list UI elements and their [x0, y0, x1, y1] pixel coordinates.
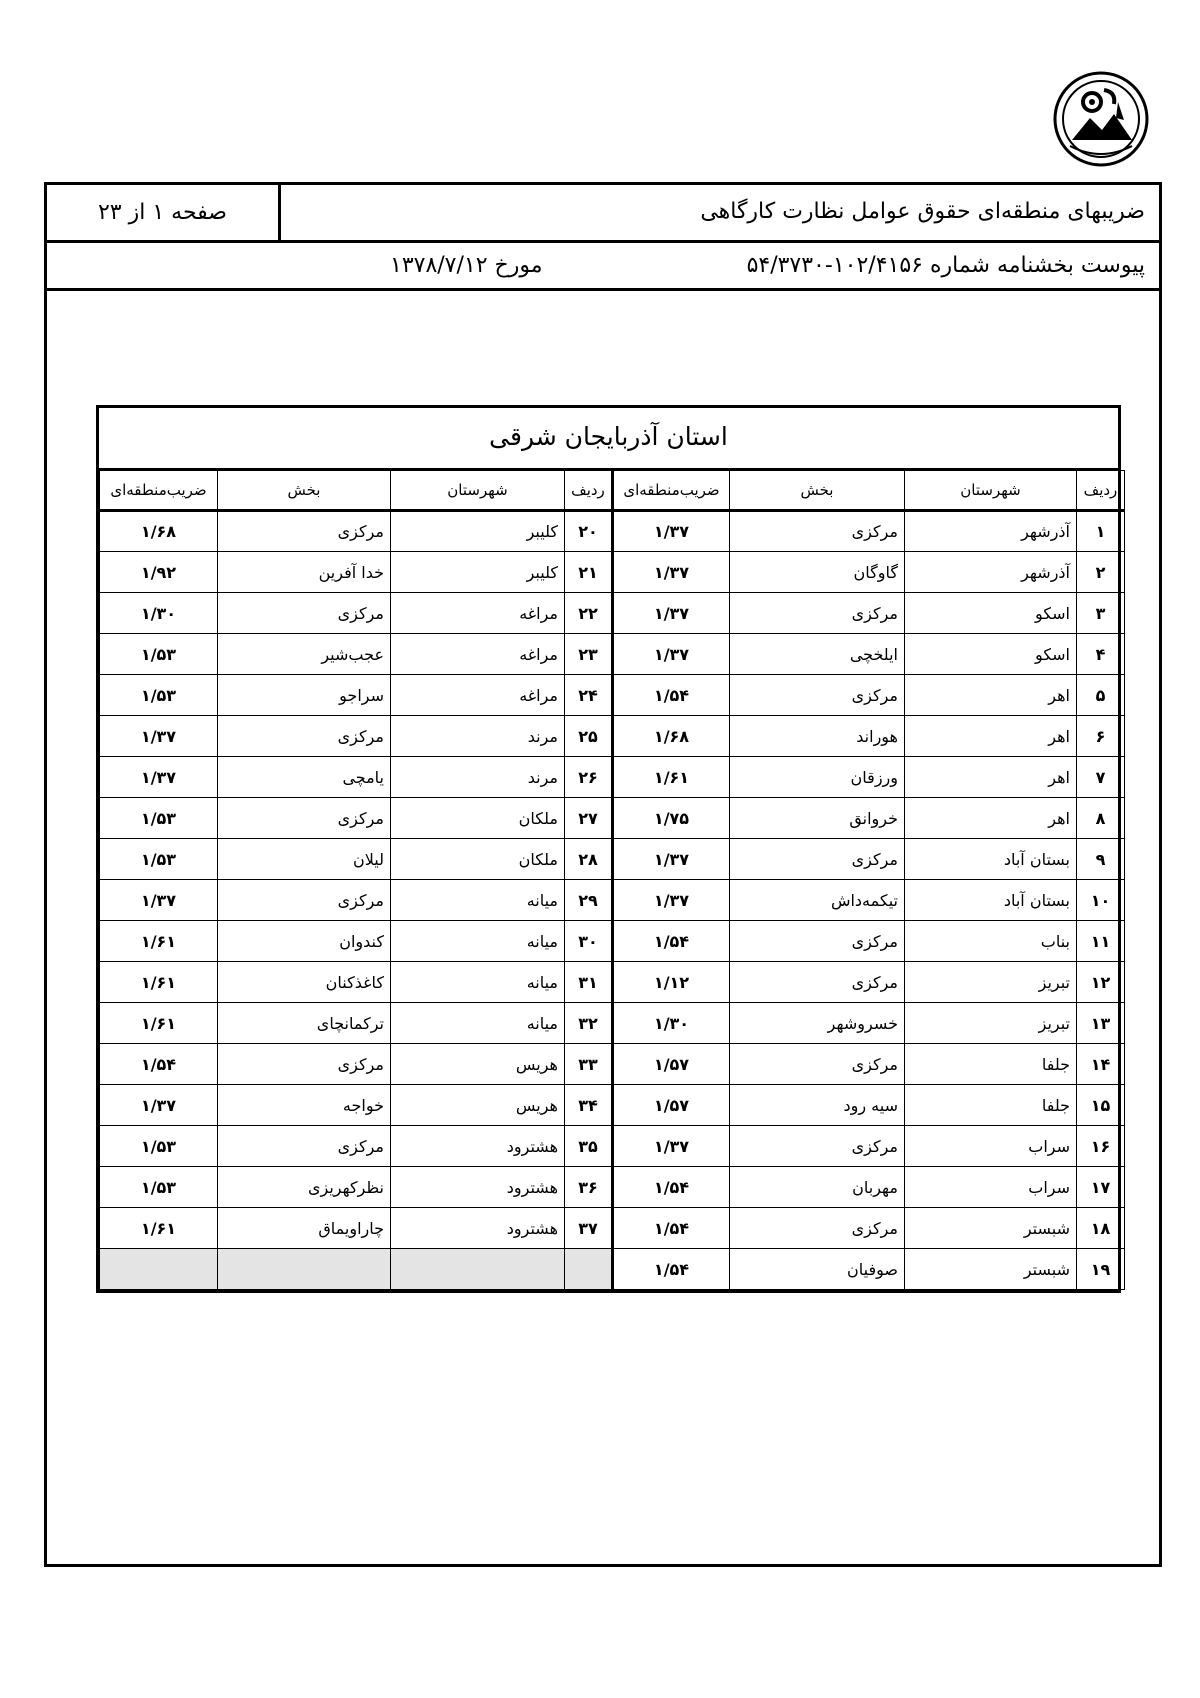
- left-coefficient-cell: ۱/۳۷: [100, 757, 218, 798]
- table-row: [100, 634, 1125, 675]
- left-row-number-cell: ۳۷: [565, 1208, 613, 1249]
- right-district-cell: مرکزی: [730, 1044, 905, 1085]
- left-row-number-cell: ۳۱: [565, 962, 613, 1003]
- left-county-cell: میانه: [391, 1003, 565, 1044]
- right-county-cell: اسکو: [905, 634, 1077, 675]
- right-county-cell: سراب: [905, 1167, 1077, 1208]
- table-row: [100, 1044, 1125, 1085]
- left-coefficient-cell: ۱/۳۷: [100, 1085, 218, 1126]
- circular-reference: پیوست بخشنامه شماره ۱۰۲/۴۱۵۶-۵۴/۳۷۳۰: [746, 253, 1145, 278]
- left-district-cell: خدا آفرین: [218, 552, 391, 593]
- left-row-number-cell: ۳۵: [565, 1126, 613, 1167]
- right-county-cell: اهر: [905, 798, 1077, 839]
- left-coefficient-cell: ۱/۳۷: [100, 716, 218, 757]
- right-county-cell: اهر: [905, 675, 1077, 716]
- left-row-number-cell: ۲۳: [565, 634, 613, 675]
- right-district-cell: مرکزی: [730, 511, 905, 552]
- left-coefficient-cell: ۱/۶۱: [100, 921, 218, 962]
- right-row-number-cell: ۱۹: [1077, 1249, 1125, 1290]
- right-district-cell: خسروشهر: [730, 1003, 905, 1044]
- right-district-cell: صوفیان: [730, 1249, 905, 1290]
- left-district-cell: عجب‌شیر: [218, 634, 391, 675]
- right-coefficient-cell: ۱/۶۱: [613, 757, 730, 798]
- right-district-cell: ورزقان: [730, 757, 905, 798]
- left-coefficient-cell: ۱/۵۳: [100, 798, 218, 839]
- left-county-cell: کلیبر: [391, 511, 565, 552]
- col-header-district: بخش: [730, 471, 905, 511]
- left-district-cell: مرکزی: [218, 1126, 391, 1167]
- document-title: ضریبهای منطقه‌ای حقوق عوامل نظارت کارگاهی: [700, 199, 1145, 224]
- col-header-coefficient: ضریب‌منطقه‌ای: [100, 471, 218, 511]
- right-district-cell: هوراند: [730, 716, 905, 757]
- left-row-number-cell: ۲۸: [565, 839, 613, 880]
- left-row-number-cell: ۳۰: [565, 921, 613, 962]
- table-row: [100, 880, 1125, 921]
- col-header-district: بخش: [218, 471, 391, 511]
- table-row: [100, 1085, 1125, 1126]
- header-row: [47, 185, 1159, 243]
- organization-logo: [1052, 70, 1150, 168]
- right-county-cell: بستان آباد: [905, 880, 1077, 921]
- left-county-cell: هشترود: [391, 1126, 565, 1167]
- left-coefficient-cell: ۱/۵۳: [100, 839, 218, 880]
- right-district-cell: مرکزی: [730, 921, 905, 962]
- left-district-cell: [218, 1249, 391, 1290]
- right-county-cell: آذرشهر: [905, 511, 1077, 552]
- col-header-row-number: ردیف: [565, 471, 613, 511]
- left-row-number-cell: ۲۵: [565, 716, 613, 757]
- left-county-cell: هشترود: [391, 1167, 565, 1208]
- right-coefficient-cell: ۱/۵۴: [613, 1208, 730, 1249]
- left-district-cell: مرکزی: [218, 1044, 391, 1085]
- col-header-county: شهرستان: [905, 471, 1077, 511]
- right-coefficient-cell: ۱/۳۷: [613, 634, 730, 675]
- right-row-number-cell: ۶: [1077, 716, 1125, 757]
- left-row-number-cell: ۲۹: [565, 880, 613, 921]
- page-indicator-box: [47, 185, 281, 240]
- table-row: [100, 757, 1125, 798]
- province-table: [96, 405, 1121, 1293]
- left-row-number-cell: ۳۶: [565, 1167, 613, 1208]
- left-coefficient-cell: ۱/۵۳: [100, 634, 218, 675]
- right-county-cell: آذرشهر: [905, 552, 1077, 593]
- col-header-coefficient: ضریب‌منطقه‌ای: [613, 471, 730, 511]
- right-coefficient-cell: ۱/۳۷: [613, 511, 730, 552]
- table-row: [100, 552, 1125, 593]
- table-row: [100, 593, 1125, 634]
- table-row: [100, 921, 1125, 962]
- right-row-number-cell: ۱۵: [1077, 1085, 1125, 1126]
- right-coefficient-cell: ۱/۳۰: [613, 1003, 730, 1044]
- right-row-number-cell: ۲: [1077, 552, 1125, 593]
- table-row: [100, 675, 1125, 716]
- right-row-number-cell: ۱۸: [1077, 1208, 1125, 1249]
- right-coefficient-cell: ۱/۳۷: [613, 593, 730, 634]
- right-county-cell: بستان آباد: [905, 839, 1077, 880]
- left-county-cell: مراغه: [391, 634, 565, 675]
- left-coefficient-cell: ۱/۵۳: [100, 1126, 218, 1167]
- right-county-cell: جلفا: [905, 1085, 1077, 1126]
- right-coefficient-cell: ۱/۵۷: [613, 1085, 730, 1126]
- right-coefficient-cell: ۱/۷۵: [613, 798, 730, 839]
- right-coefficient-cell: ۱/۵۷: [613, 1044, 730, 1085]
- right-coefficient-cell: ۱/۶۸: [613, 716, 730, 757]
- right-district-cell: تیکمه‌داش: [730, 880, 905, 921]
- left-county-cell: میانه: [391, 921, 565, 962]
- right-district-cell: مرکزی: [730, 962, 905, 1003]
- left-county-cell: هریس: [391, 1085, 565, 1126]
- right-row-number-cell: ۱۶: [1077, 1126, 1125, 1167]
- left-coefficient-cell: ۱/۹۲: [100, 552, 218, 593]
- right-row-number-cell: ۱۰: [1077, 880, 1125, 921]
- left-district-cell: لیلان: [218, 839, 391, 880]
- right-row-number-cell: ۹: [1077, 839, 1125, 880]
- reference-row: [47, 243, 1159, 291]
- left-district-cell: سراجو: [218, 675, 391, 716]
- right-county-cell: سراب: [905, 1126, 1077, 1167]
- table-row: [100, 1126, 1125, 1167]
- table-row: [100, 1249, 1125, 1290]
- page-indicator: صفحه ۱ از ۲۳: [97, 200, 227, 225]
- right-county-cell: تبریز: [905, 1003, 1077, 1044]
- left-row-number-cell: ۲۶: [565, 757, 613, 798]
- left-county-cell: کلیبر: [391, 552, 565, 593]
- left-row-number-cell: ۳۲: [565, 1003, 613, 1044]
- right-row-number-cell: ۷: [1077, 757, 1125, 798]
- right-district-cell: مرکزی: [730, 1126, 905, 1167]
- right-coefficient-cell: ۱/۳۷: [613, 839, 730, 880]
- left-county-cell: مرند: [391, 757, 565, 798]
- right-county-cell: شبستر: [905, 1208, 1077, 1249]
- left-county-cell: میانه: [391, 880, 565, 921]
- right-coefficient-cell: ۱/۳۷: [613, 552, 730, 593]
- right-row-number-cell: ۵: [1077, 675, 1125, 716]
- left-county-cell: هریس: [391, 1044, 565, 1085]
- left-row-number-cell: ۲۲: [565, 593, 613, 634]
- right-county-cell: تبریز: [905, 962, 1077, 1003]
- left-county-cell: [391, 1249, 565, 1290]
- right-coefficient-cell: ۱/۵۴: [613, 1249, 730, 1290]
- left-coefficient-cell: ۱/۶۱: [100, 962, 218, 1003]
- left-coefficient-cell: ۱/۳۷: [100, 880, 218, 921]
- left-district-cell: مرکزی: [218, 511, 391, 552]
- left-row-number-cell: ۳۴: [565, 1085, 613, 1126]
- left-district-cell: مرکزی: [218, 716, 391, 757]
- right-coefficient-cell: ۱/۳۷: [613, 880, 730, 921]
- right-row-number-cell: ۱: [1077, 511, 1125, 552]
- right-district-cell: سیه رود: [730, 1085, 905, 1126]
- right-coefficient-cell: ۱/۳۷: [613, 1126, 730, 1167]
- left-coefficient-cell: ۱/۳۰: [100, 593, 218, 634]
- table-row: [100, 798, 1125, 839]
- left-county-cell: مراغه: [391, 593, 565, 634]
- left-county-cell: هشترود: [391, 1208, 565, 1249]
- right-district-cell: مرکزی: [730, 675, 905, 716]
- left-district-cell: یامچی: [218, 757, 391, 798]
- right-row-number-cell: ۳: [1077, 593, 1125, 634]
- left-coefficient-cell: ۱/۵۴: [100, 1044, 218, 1085]
- left-district-cell: مرکزی: [218, 798, 391, 839]
- left-county-cell: مراغه: [391, 675, 565, 716]
- left-coefficient-cell: ۱/۵۳: [100, 675, 218, 716]
- right-row-number-cell: ۱۱: [1077, 921, 1125, 962]
- right-county-cell: بناب: [905, 921, 1077, 962]
- left-district-cell: خواجه: [218, 1085, 391, 1126]
- left-county-cell: ملکان: [391, 839, 565, 880]
- table-row: [100, 839, 1125, 880]
- circular-date: مورخ ۱۳۷۸/۷/۱۲: [390, 253, 543, 278]
- left-row-number-cell: ۲۱: [565, 552, 613, 593]
- table-row: [100, 511, 1125, 552]
- right-county-cell: اهر: [905, 757, 1077, 798]
- left-county-cell: مرند: [391, 716, 565, 757]
- right-row-number-cell: ۱۷: [1077, 1167, 1125, 1208]
- right-county-cell: اسکو: [905, 593, 1077, 634]
- right-county-cell: اهر: [905, 716, 1077, 757]
- left-district-cell: نظرکهریزی: [218, 1167, 391, 1208]
- left-county-cell: میانه: [391, 962, 565, 1003]
- left-coefficient-cell: ۱/۶۱: [100, 1208, 218, 1249]
- left-district-cell: مرکزی: [218, 880, 391, 921]
- left-row-number-cell: ۲۷: [565, 798, 613, 839]
- left-district-cell: کندوان: [218, 921, 391, 962]
- left-row-number-cell: ۲۴: [565, 675, 613, 716]
- left-row-number-cell: [565, 1249, 613, 1290]
- col-header-county: شهرستان: [391, 471, 565, 511]
- table-row: [100, 962, 1125, 1003]
- right-county-cell: جلفا: [905, 1044, 1077, 1085]
- right-district-cell: مهربان: [730, 1167, 905, 1208]
- right-district-cell: خروانق: [730, 798, 905, 839]
- right-district-cell: گاوگان: [730, 552, 905, 593]
- left-row-number-cell: ۳۳: [565, 1044, 613, 1085]
- right-row-number-cell: ۴: [1077, 634, 1125, 675]
- right-coefficient-cell: ۱/۱۲: [613, 962, 730, 1003]
- right-coefficient-cell: ۱/۵۴: [613, 921, 730, 962]
- right-district-cell: ایلخچی: [730, 634, 905, 675]
- table-row: [100, 716, 1125, 757]
- right-county-cell: شبستر: [905, 1249, 1077, 1290]
- right-row-number-cell: ۱۳: [1077, 1003, 1125, 1044]
- left-row-number-cell: ۲۰: [565, 511, 613, 552]
- right-coefficient-cell: ۱/۵۴: [613, 1167, 730, 1208]
- right-coefficient-cell: ۱/۵۴: [613, 675, 730, 716]
- left-coefficient-cell: ۱/۶۸: [100, 511, 218, 552]
- left-coefficient-cell: ۱/۵۳: [100, 1167, 218, 1208]
- right-district-cell: مرکزی: [730, 1208, 905, 1249]
- left-district-cell: مرکزی: [218, 593, 391, 634]
- left-district-cell: ترکمانچای: [218, 1003, 391, 1044]
- table-header-row: [100, 471, 1125, 511]
- province-title: استان آذربایجان شرقی: [99, 408, 1118, 470]
- right-district-cell: مرکزی: [730, 593, 905, 634]
- right-row-number-cell: ۱۲: [1077, 962, 1125, 1003]
- table-row: [100, 1167, 1125, 1208]
- left-district-cell: چاراویماق: [218, 1208, 391, 1249]
- left-coefficient-cell: [100, 1249, 218, 1290]
- right-district-cell: مرکزی: [730, 839, 905, 880]
- col-header-row-number: ردیف: [1077, 471, 1125, 511]
- right-row-number-cell: ۸: [1077, 798, 1125, 839]
- table-row: [100, 1208, 1125, 1249]
- table-row: [100, 1003, 1125, 1044]
- left-district-cell: کاغذکنان: [218, 962, 391, 1003]
- left-county-cell: ملکان: [391, 798, 565, 839]
- left-coefficient-cell: ۱/۶۱: [100, 1003, 218, 1044]
- right-row-number-cell: ۱۴: [1077, 1044, 1125, 1085]
- coefficient-table: [99, 470, 1125, 1290]
